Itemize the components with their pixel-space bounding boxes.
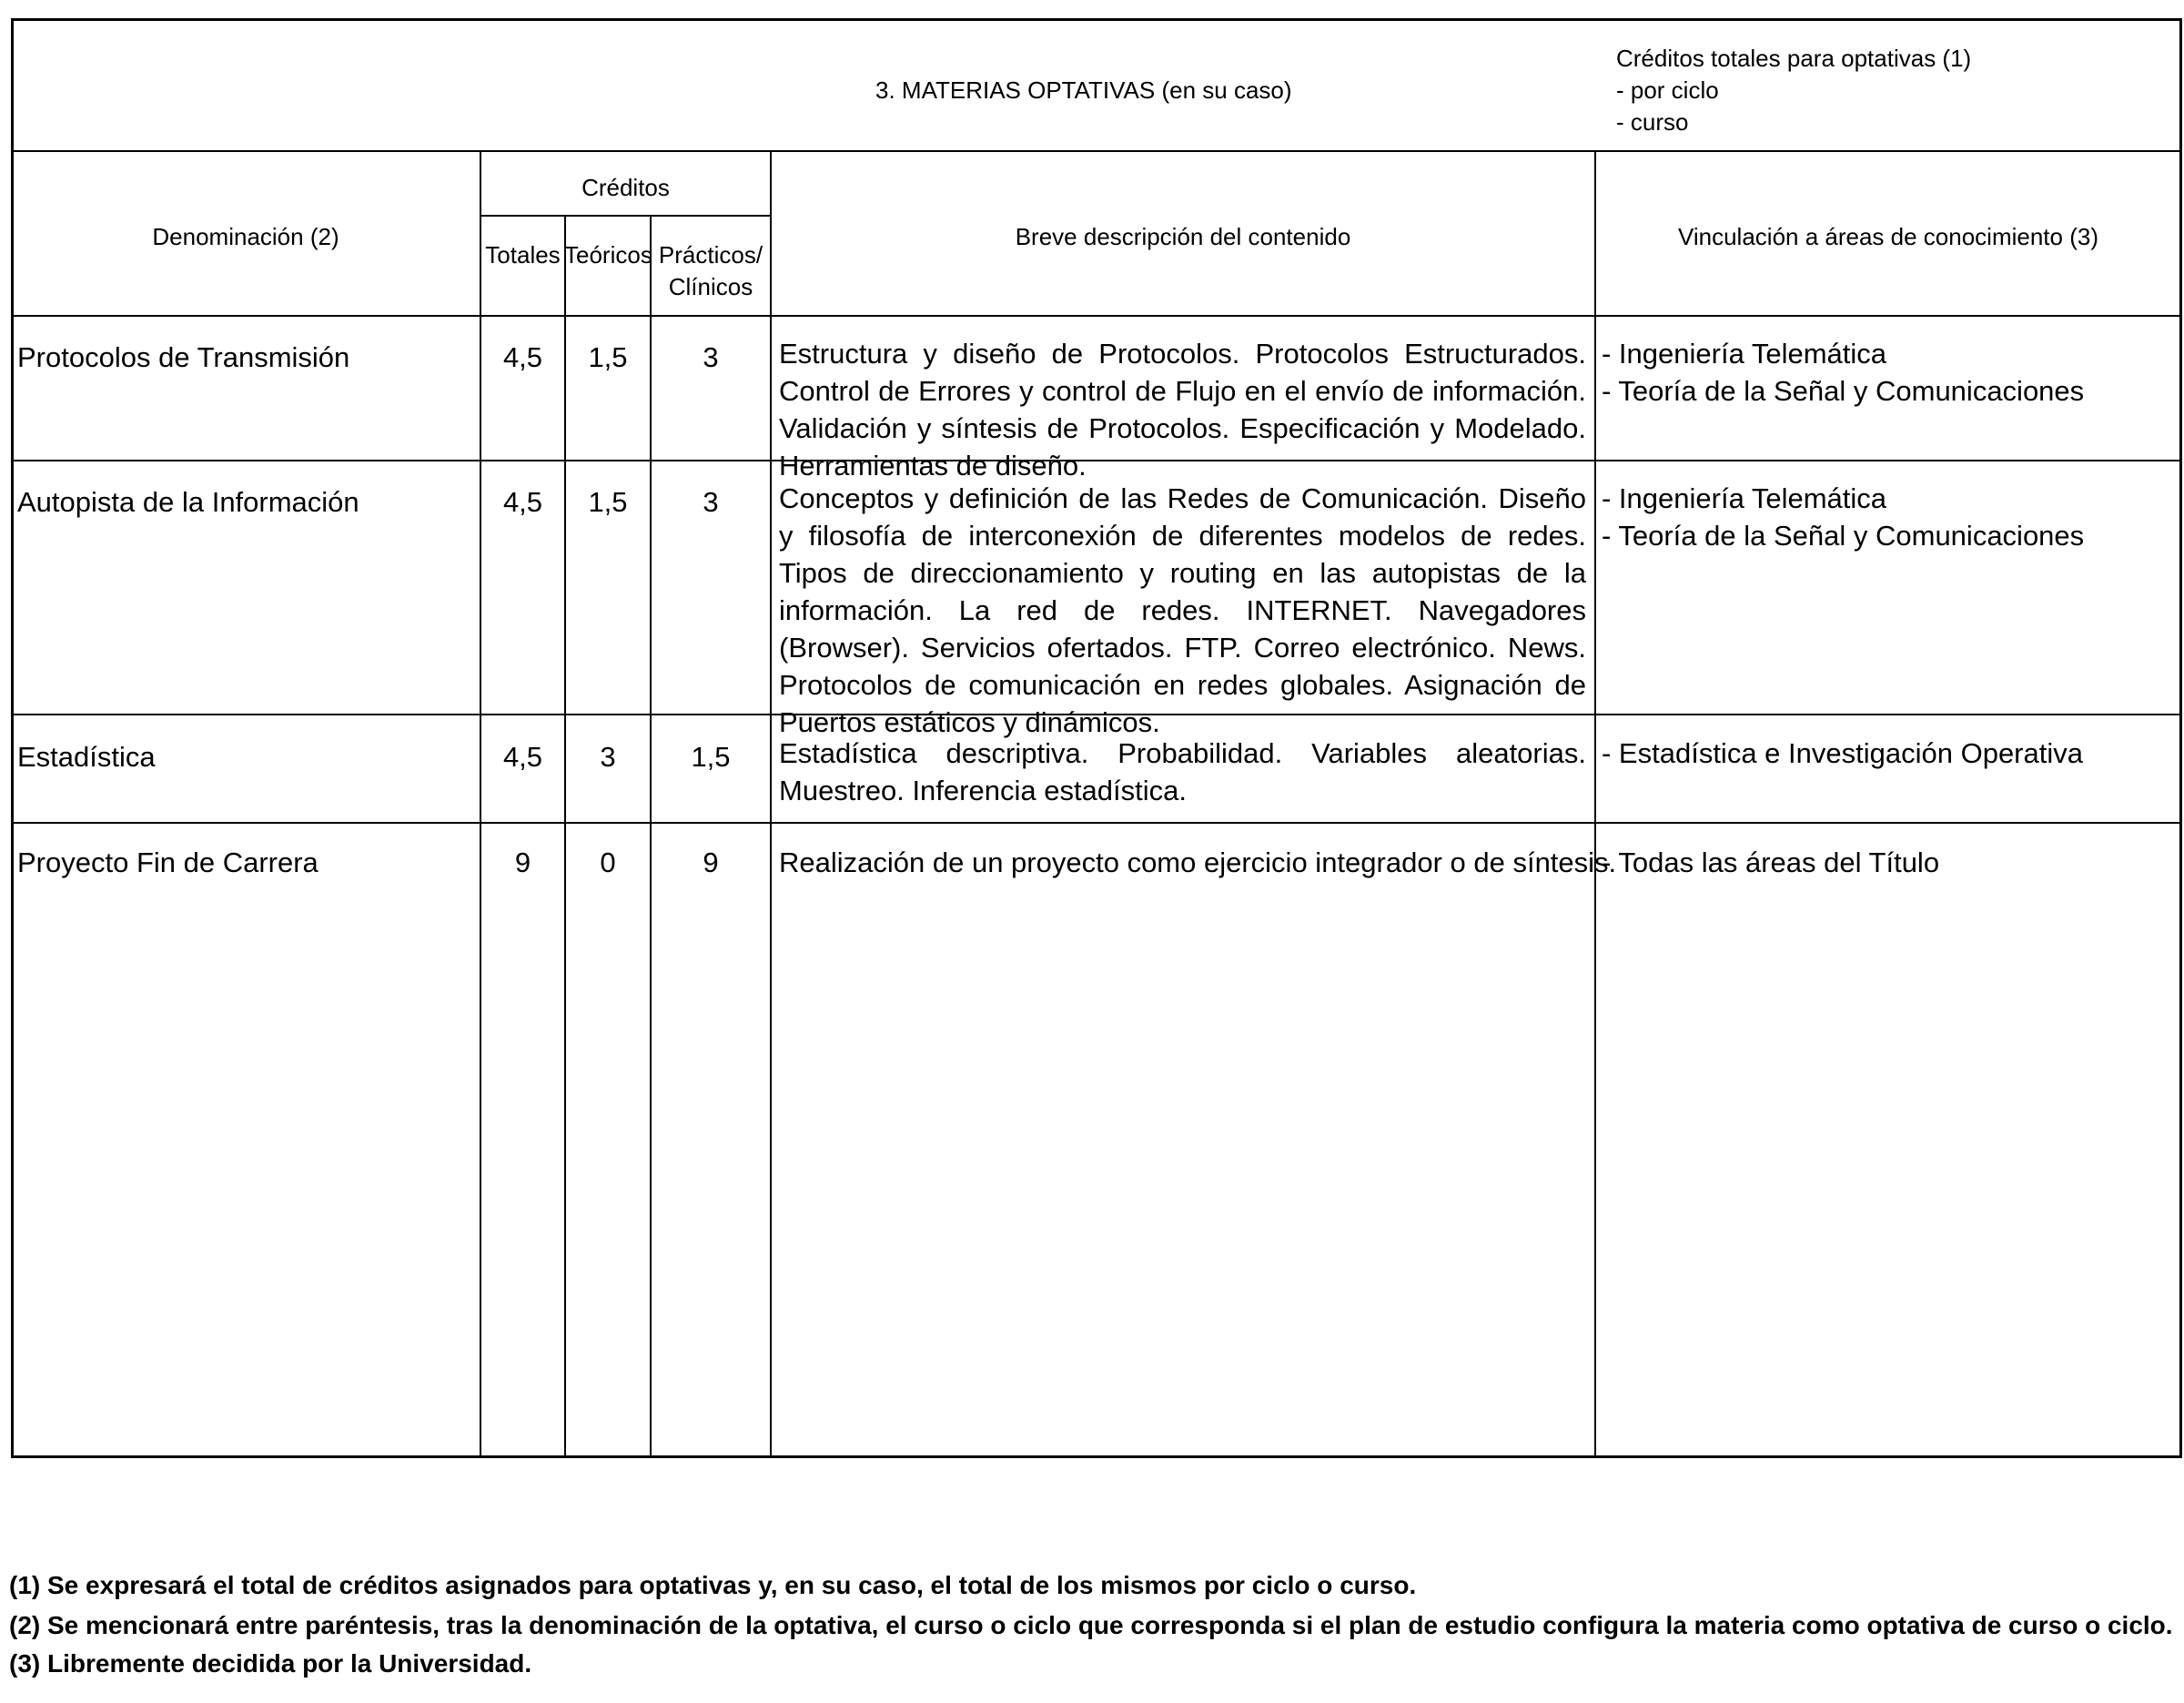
column-header-practicos: Clínicos xyxy=(668,273,753,300)
column-divider xyxy=(564,215,566,1458)
knowledge-area: - Todas las áreas del Título xyxy=(1602,846,1940,878)
credits-teoricos: 3 xyxy=(600,741,616,773)
subject-description: Conceptos y definición de las Redes de Comunicación. Diseño y filosofía de interconexión de diferentes modelos de redes. Tipos de direccionamiento y routing en las autopistas de la información. La red de redes. INTERNET. Navegadores (Browser). Servicios ofertados. FTP. Correo electrónico. News. Protocolos de comunicación en redes globales. Asignación de Puertos estáticos y dinámicos. xyxy=(779,482,1586,738)
credits-totales: 9 xyxy=(514,846,531,878)
credits-teoricos: 1,5 xyxy=(588,341,628,373)
knowledge-area: - Teoría de la Señal y Comunicaciones xyxy=(1602,520,2085,552)
column-header-name: Denominación (2) xyxy=(152,223,339,250)
column-divider xyxy=(1594,150,1596,1458)
subject-description: Estadística descriptiva. Probabilidad. Variables aleatorias. Muestreo. Inferencia estadística. xyxy=(779,737,1586,806)
knowledge-area: - Ingeniería Telemática xyxy=(1602,338,1887,370)
knowledge-area: - Teoría de la Señal y Comunicaciones xyxy=(1602,375,2085,407)
row-divider xyxy=(480,215,772,217)
credits-practicos: 1,5 xyxy=(691,741,731,773)
credits-totales: 4,5 xyxy=(502,486,543,518)
knowledge-area: - Ingeniería Telemática xyxy=(1602,482,1887,514)
credits-practicos: 3 xyxy=(703,486,719,518)
credits-total-heading: Créditos totales para optativas (1) xyxy=(1616,45,1972,72)
subject-name: Estadística xyxy=(17,741,156,773)
credits-totales: 4,5 xyxy=(502,741,543,773)
column-divider xyxy=(650,215,652,1458)
credits-teoricos: 0 xyxy=(600,846,616,878)
knowledge-areas xyxy=(1602,735,2083,772)
column-divider xyxy=(770,150,772,1458)
subject-name: Proyecto Fin de Carrera xyxy=(17,846,318,878)
credits-teoricos: 1,5 xyxy=(588,486,628,518)
column-header-description: Breve descripción del contenido xyxy=(1015,223,1351,250)
knowledge-areas xyxy=(1602,844,1939,881)
subject-name: Protocolos de Transmisión xyxy=(17,341,350,373)
section-title: 3. MATERIAS OPTATIVAS (en su caso) xyxy=(875,76,1292,104)
footnote: (2) Se mencionará entre paréntesis, tras la denominación de la optativa, el curso o ciclo que corresponda si el plan de estudio configura la materia como optativa de curso o ciclo. xyxy=(9,1611,2173,1639)
footnote: (1) Se expresará el total de créditos asignados para optativas y, en su caso, el total de los mismos por ciclo o curso. xyxy=(9,1571,1417,1599)
subject-description: Realización de un proyecto como ejercicio integrador o de síntesis. xyxy=(779,846,1617,878)
column-header-practicos: Prácticos/ xyxy=(658,241,763,269)
knowledge-areas xyxy=(1602,335,2084,410)
credits-totales: 4,5 xyxy=(502,341,543,373)
column-header-areas: Vinculación a áreas de conocimiento (3) xyxy=(1677,223,2098,250)
credits-total-line: - curso xyxy=(1616,108,1689,136)
subject-description: Estructura y diseño de Protocolos. Protocolos Estructurados. Control de Errores y control de Flujo en el envío de información. Validación y síntesis de Protocolos. Especificación y Modelado. Herramientas de diseño. xyxy=(779,338,1586,482)
column-header-credits: Créditos xyxy=(581,174,670,201)
row-divider xyxy=(11,150,2182,152)
credits-total-line: - por ciclo xyxy=(1616,76,1719,104)
column-header-totales: Totales xyxy=(485,241,561,269)
credits-practicos: 3 xyxy=(703,341,719,373)
footnote: (3) Libremente decidida por la Universidad. xyxy=(9,1649,532,1678)
subject-name: Autopista de la Información xyxy=(17,486,359,518)
column-header-teoricos: Teóricos xyxy=(564,241,652,269)
row-divider xyxy=(11,315,2182,317)
knowledge-areas xyxy=(1602,480,2084,554)
knowledge-area: - Estadística e Investigación Operativa xyxy=(1602,737,2083,769)
credits-practicos: 9 xyxy=(703,846,719,878)
row-divider xyxy=(11,822,2182,824)
